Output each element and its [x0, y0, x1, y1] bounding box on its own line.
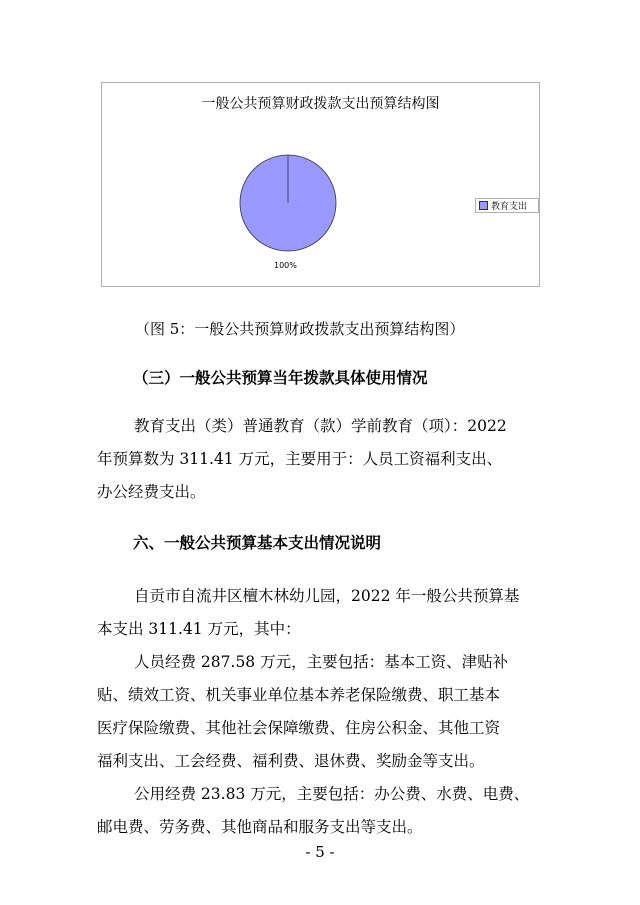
- paragraph-line: 福利支出、工会经费、福利费、退休费、奖励金等支出。: [97, 752, 485, 770]
- paragraph-line: 本支出 311.41 万元，其中：: [97, 620, 301, 638]
- section-6-heading: 六、一般公共预算基本支出情况说明: [133, 534, 382, 552]
- pie-chart: [101, 82, 540, 287]
- paragraph-line: 公用经费 23.83 万元，主要包括：办公费、水费、电费、: [134, 785, 530, 803]
- paragraph-line: 教育支出（类）普通教育（款）学前教育（项）：2022: [134, 417, 507, 435]
- paragraph-line: 医疗保险缴费、其他社会保障缴费、住房公积金、其他工资: [97, 719, 501, 737]
- paragraph-line: 办公经费支出。: [97, 483, 206, 501]
- chart-title: 一般公共预算财政拨款支出预算结构图: [201, 96, 440, 112]
- paragraph-line: 人员经费 287.58 万元，主要包括：基本工资、津贴补: [134, 653, 509, 671]
- legend-label: 教育支出: [491, 202, 528, 212]
- figure-caption: （图 5：一般公共预算财政拨款支出预算结构图）: [135, 320, 465, 338]
- paragraph-line: 年预算数为 311.41 万元，主要用于：人员工资福利支出、: [97, 450, 503, 468]
- paragraph-line: 邮电费、劳务费、其他商品和服务支出等支出。: [97, 818, 423, 836]
- pie-slice-label: 100%: [274, 261, 297, 270]
- paragraph-line: 贴、绩效工资、机关事业单位基本养老保险缴费、职工基本: [97, 686, 501, 704]
- legend-swatch: [479, 201, 488, 210]
- page-number: - 5 -: [305, 843, 335, 861]
- paragraph-line: 自贡市自流井区檀木林幼儿园，2022 年一般公共预算基: [134, 587, 520, 605]
- pie-svg: [102, 83, 539, 286]
- section-3-heading: （三）一般公共预算当年拨款具体使用情况: [133, 369, 428, 387]
- chart-legend: [475, 198, 539, 213]
